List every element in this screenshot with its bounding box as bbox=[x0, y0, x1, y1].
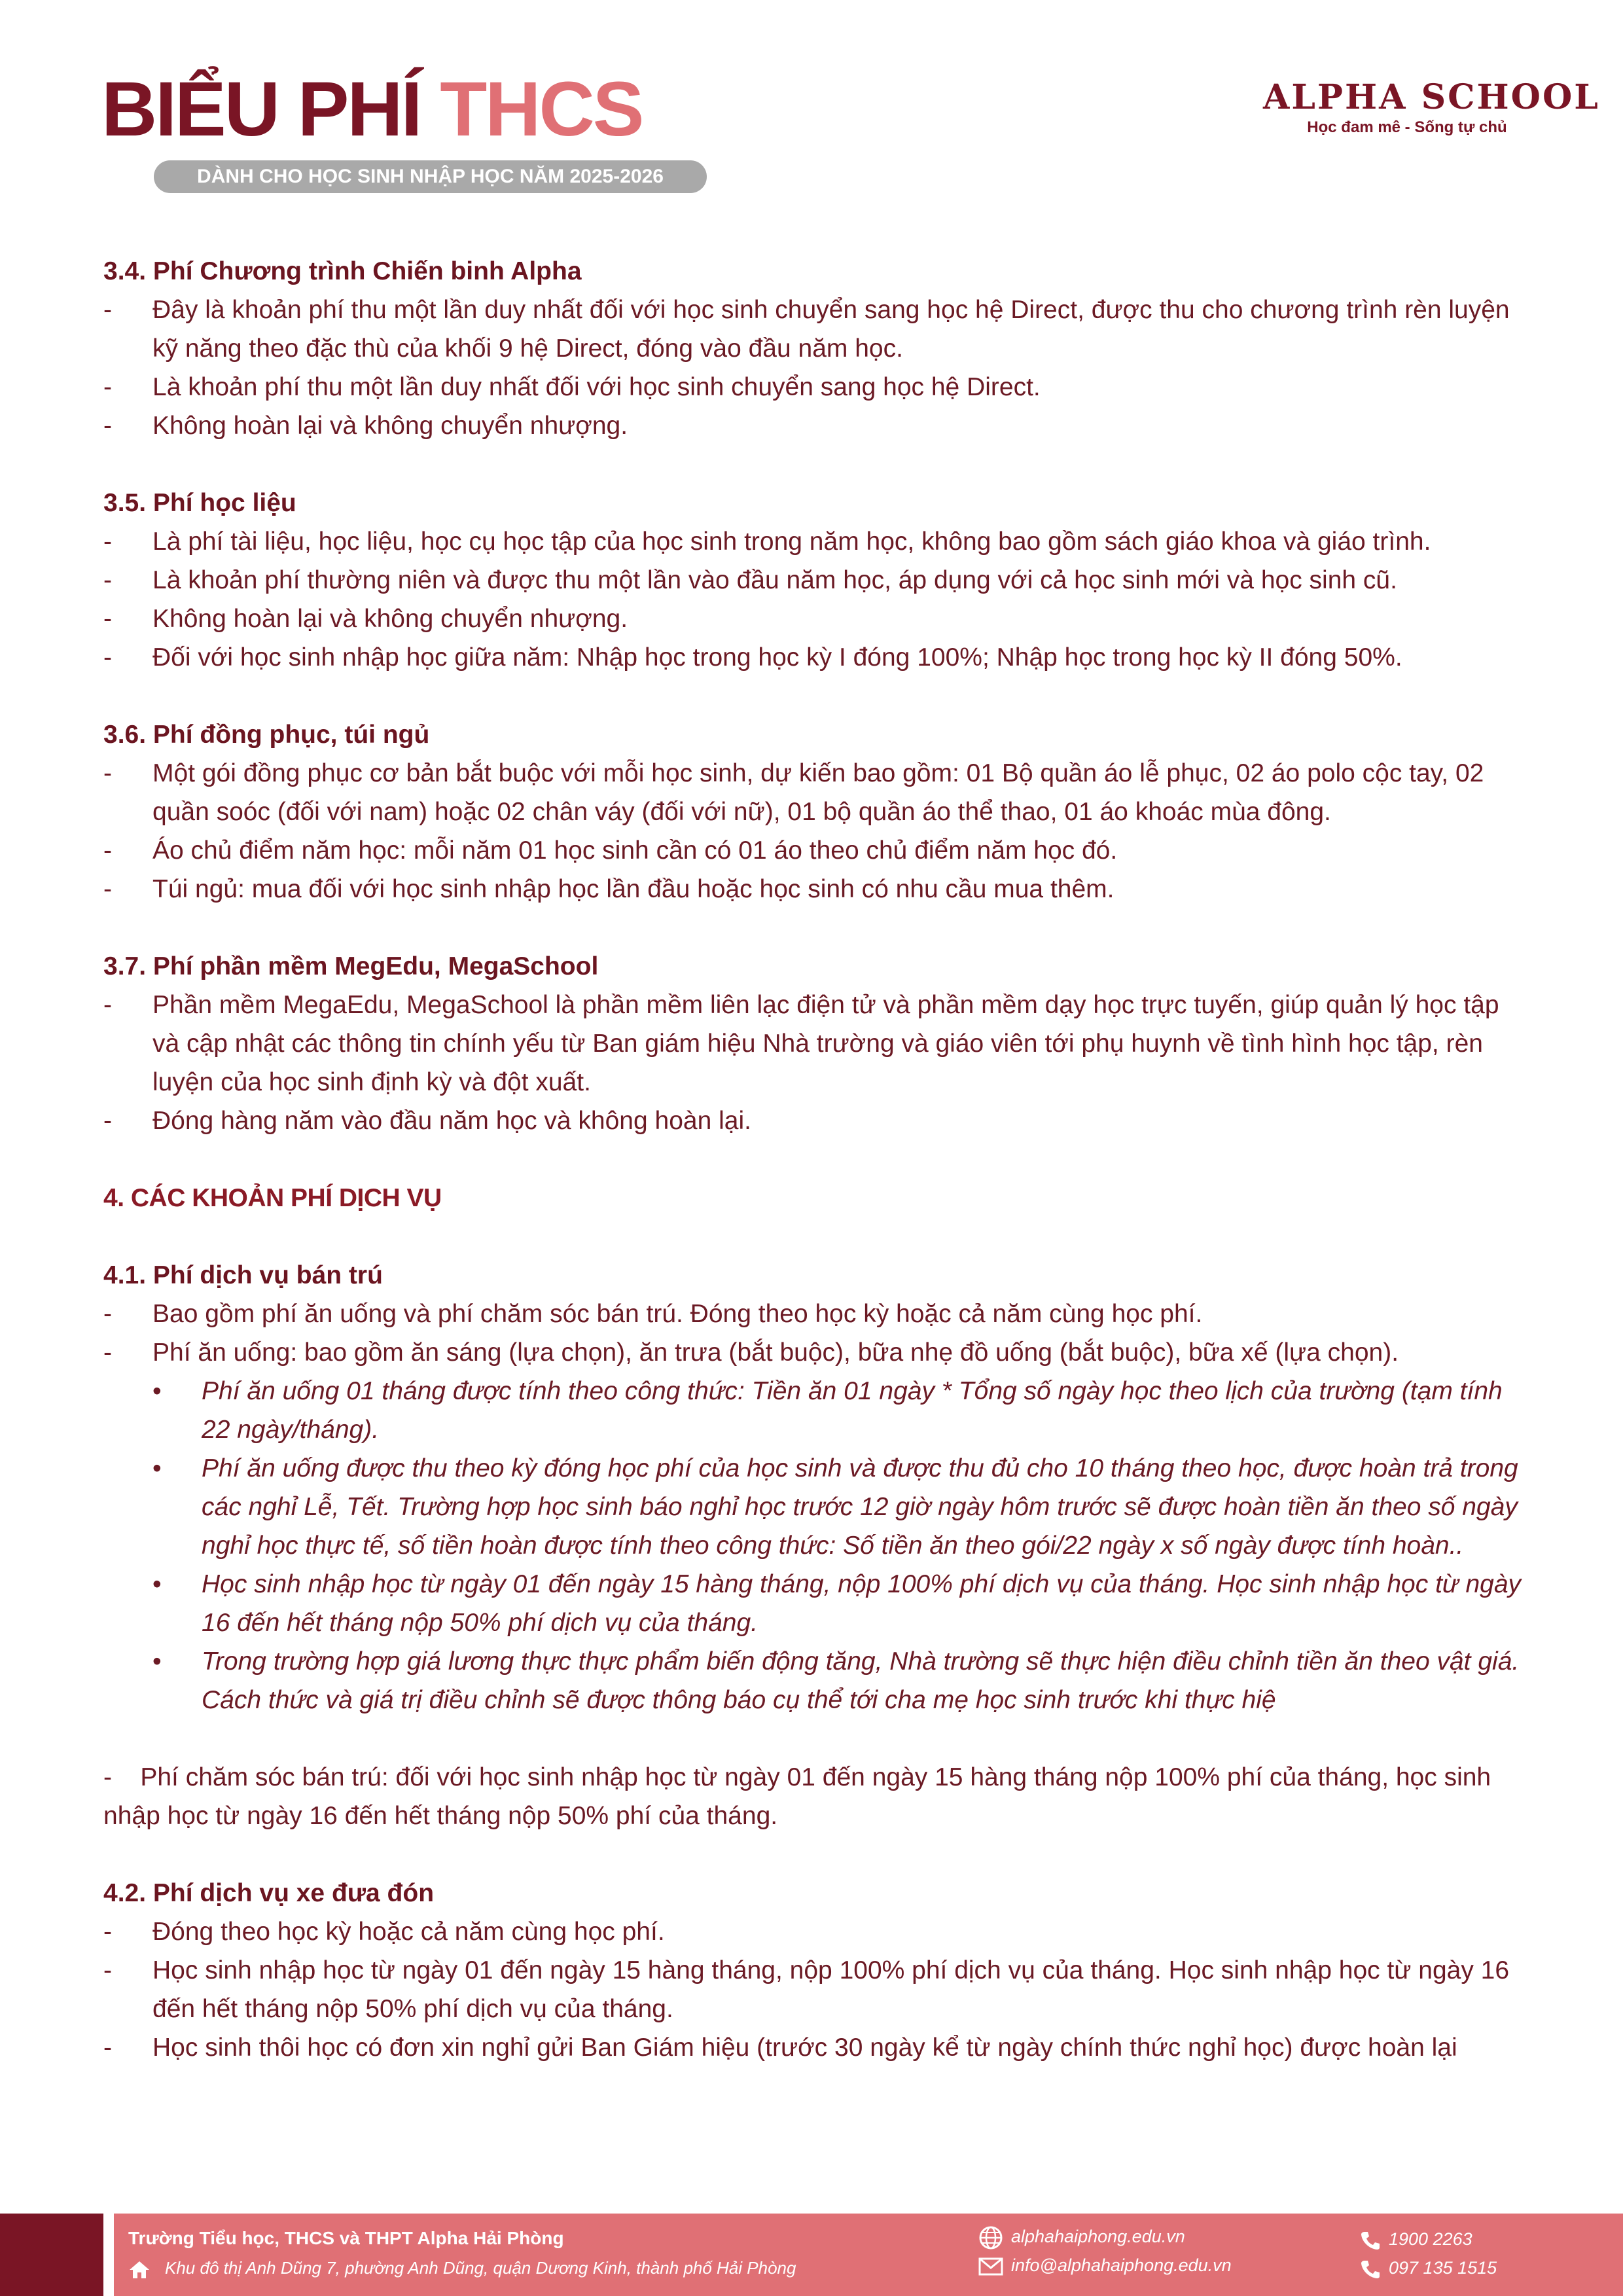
dash-marker: - bbox=[103, 759, 112, 787]
list-item-text: Đối với học sinh nhập học giữa năm: Nhập học trong học kỳ I đóng 100%; Nhập học trong học kỳ II đóng 50%. bbox=[152, 643, 1402, 672]
bullet-item-text: Phí ăn uống 01 tháng được tính theo công thức: Tiền ăn 01 ngày * Tổng số ngày học theo lịch của trường (tạm tính 22 ngày/tháng). bbox=[202, 1377, 1503, 1444]
dash-marker: - bbox=[103, 875, 112, 903]
section-heading-4-2: 4.2. Phí dịch vụ xe đưa đón bbox=[103, 1879, 435, 1907]
subtitle-pill: DÀNH CHO HỌC SINH NHẬP HỌC NĂM 2025-2026 bbox=[154, 160, 707, 193]
dash-marker: - bbox=[103, 566, 112, 594]
phone-icon bbox=[1360, 2258, 1389, 2278]
list-item bbox=[103, 600, 1524, 638]
spacer bbox=[103, 1217, 1524, 1256]
logo-tagline: Học đam mê - Sống tự chủ bbox=[1307, 118, 1507, 137]
dash-marker: - bbox=[103, 373, 112, 401]
footer-dark-block bbox=[0, 2214, 103, 2296]
title-part-2: THCS bbox=[440, 66, 643, 152]
list-item-text: Phí ăn uống: bao gồm ăn sáng (lựa chọn), ăn trưa (bắt buộc), bữa nhẹ đồ uống (bắt buộc), bữa xế (lựa chọn). bbox=[152, 1338, 1399, 1367]
title-part-1: BIỂU PHÍ bbox=[101, 66, 421, 152]
section-heading-4: 4. CÁC KHOẢN PHÍ DỊCH VỤ bbox=[103, 1184, 442, 1212]
dash-marker: - bbox=[103, 1107, 112, 1135]
list-item bbox=[103, 2028, 1524, 2067]
dash-marker: - bbox=[103, 1956, 112, 1984]
list-item-text: Là khoản phí thu một lần duy nhất đối với học sinh chuyển sang học hệ Direct. bbox=[152, 373, 1041, 401]
list-item bbox=[103, 1102, 1524, 1140]
section-heading-3-6: 3.6. Phí đồng phục, túi ngủ bbox=[103, 721, 430, 749]
list-item-text: Một gói đồng phục cơ bản bắt buộc với mỗi học sinh, dự kiến bao gồm: 01 Bộ quần áo lễ phục, 02 áo polo cộc tay, 02 quần soóc (đối với nam) hoặc 02 chân váy (đối với nữ), 01 bộ quần áo thể thao, 01 áo khoác mùa đông. bbox=[152, 759, 1484, 826]
list-item-text: Học sinh nhập học từ ngày 01 đến ngày 15 hàng tháng, nộp 100% phí dịch vụ của tháng. Học sinh nhập học từ ngày 16 đến hết tháng nộp 50% phí dịch vụ của tháng. bbox=[152, 1956, 1510, 2023]
footer-phone-1[interactable] bbox=[1360, 2229, 1472, 2251]
list-item-text: Không hoàn lại và không chuyển nhượng. bbox=[152, 412, 628, 440]
dash-marker: - bbox=[103, 296, 112, 324]
spacer bbox=[103, 908, 1524, 947]
dash-marker: - bbox=[103, 605, 112, 633]
list-item-text: Đây là khoản phí thu một lần duy nhất đối với học sinh chuyển sang học hệ Direct, được thu cho chương trình rèn luyện kỹ năng theo đặc thù của khối 9 hệ Direct, đóng vào đầu năm học. bbox=[152, 296, 1510, 363]
list-item-text: Học sinh thôi học có đơn xin nghỉ gửi Ban Giám hiệu (trước 30 ngày kể từ ngày chính thức nghỉ học) được hoàn lại bbox=[152, 2034, 1457, 2062]
section-heading-3-5: 3.5. Phí học liệu bbox=[103, 489, 296, 517]
footer-phone-2-text: 097 135 1515 bbox=[1389, 2258, 1497, 2278]
page-header bbox=[0, 0, 1623, 216]
page-title bbox=[101, 66, 643, 152]
care-fee-text: Phí chăm sóc bán trú: đối với học sinh nhập học từ ngày 01 đến ngày 15 hàng tháng nộp 100% phí của tháng, học sinh nhập học từ ngày 16 đến hết tháng nộp 50% phí của tháng. bbox=[103, 1763, 1491, 1830]
bullet-marker: • bbox=[152, 1570, 162, 1598]
list-item bbox=[103, 831, 1524, 870]
list-item bbox=[103, 986, 1524, 1102]
footer-address-text: Khu đô thị Anh Dũng 7, phường Anh Dũng, quận Dương Kinh, thành phố Hải Phòng bbox=[165, 2258, 796, 2278]
list-item-text: Áo chủ điểm năm học: mỗi năm 01 học sinh cần có 01 áo theo chủ điểm năm học đó. bbox=[152, 836, 1118, 865]
list-item bbox=[103, 1951, 1524, 2028]
list-item-text: Không hoàn lại và không chuyển nhượng. bbox=[152, 605, 628, 633]
bullet-marker: • bbox=[152, 1454, 162, 1482]
list-item bbox=[103, 1295, 1524, 1333]
footer-school-name: Trường Tiểu học, THCS và THPT Alpha Hải Phòng bbox=[128, 2228, 564, 2248]
spacer bbox=[103, 445, 1524, 484]
logo-name: ALPHA SCHOOL bbox=[1263, 77, 1600, 117]
dash-marker: - bbox=[103, 1763, 112, 1791]
footer-address bbox=[128, 2258, 796, 2280]
dash-marker: - bbox=[103, 1918, 112, 1946]
list-item-text: Phần mềm MegaEdu, MegaSchool là phần mềm liên lạc điện tử và phần mềm dạy học trực tuyến, giúp quản lý học tập và cập nhật các thông tin chính yếu từ Ban giám hiệu Nhà trường và giáo viên tới phụ huynh về tình hình học tập, rèn luyện của học sinh định kỳ và đột xuất. bbox=[152, 991, 1499, 1096]
list-item-text: Đóng theo học kỳ hoặc cả năm cùng học phí. bbox=[152, 1918, 665, 1946]
section-heading-3-4: 3.4. Phí Chương trình Chiến binh Alpha bbox=[103, 257, 582, 285]
footer-phone-2[interactable] bbox=[1360, 2258, 1497, 2280]
mail-icon bbox=[978, 2255, 1011, 2275]
list-item bbox=[103, 522, 1524, 561]
spacer bbox=[103, 1719, 1524, 1758]
home-icon bbox=[128, 2259, 158, 2280]
bullet-item bbox=[103, 1449, 1524, 1565]
list-item bbox=[103, 638, 1524, 677]
footer-email[interactable] bbox=[978, 2255, 1232, 2276]
spacer bbox=[103, 1140, 1524, 1179]
footer-website-text: alphahaiphong.edu.vn bbox=[1011, 2227, 1185, 2247]
dash-marker: - bbox=[103, 528, 112, 556]
globe-icon bbox=[978, 2227, 1011, 2246]
bullet-item bbox=[103, 1642, 1524, 1719]
bullet-marker: • bbox=[152, 1377, 162, 1405]
bullet-item-text: Trong trường hợp giá lương thực thực phẩm biến động tăng, Nhà trường sẽ thực hiện điều chỉnh tiền ăn theo vật giá. Cách thức và giá trị điều chỉnh sẽ được thông báo cụ thể tới cha mẹ học sinh trước khi thực hiệ bbox=[202, 1647, 1520, 1714]
document-body bbox=[103, 252, 1524, 2067]
dash-marker: - bbox=[103, 643, 112, 672]
section-heading-3-7: 3.7. Phí phần mềm MegEdu, MegaSchool bbox=[103, 952, 599, 980]
list-item bbox=[103, 870, 1524, 908]
list-item-text: Đóng hàng năm vào đầu năm học và không hoàn lại. bbox=[152, 1107, 751, 1135]
dash-marker: - bbox=[103, 836, 112, 865]
dash-marker: - bbox=[103, 1338, 112, 1367]
list-item bbox=[103, 561, 1524, 600]
list-item bbox=[103, 754, 1524, 831]
section-heading-4-1: 4.1. Phí dịch vụ bán trú bbox=[103, 1261, 383, 1289]
bullet-item bbox=[103, 1565, 1524, 1642]
spacer bbox=[103, 1835, 1524, 1874]
bullet-item bbox=[103, 1372, 1524, 1449]
care-fee-paragraph bbox=[103, 1758, 1524, 1835]
bullet-item-text: Học sinh nhập học từ ngày 01 đến ngày 15 hàng tháng, nộp 100% phí dịch vụ của tháng. Học sinh nhập học từ ngày 16 đến hết tháng nộp 50% phí dịch vụ của tháng. bbox=[202, 1570, 1522, 1637]
phone-icon bbox=[1360, 2229, 1389, 2249]
list-item-text: Là phí tài liệu, học liệu, học cụ học tập của học sinh trong năm học, không bao gồm sách giáo khoa và giáo trình. bbox=[152, 528, 1431, 556]
list-item bbox=[103, 406, 1524, 445]
footer-separator bbox=[103, 2214, 114, 2296]
page-footer bbox=[0, 2214, 1623, 2296]
list-item-text: Túi ngủ: mua đối với học sinh nhập học lần đầu hoặc học sinh có nhu cầu mua thêm. bbox=[152, 875, 1115, 903]
spacer bbox=[103, 677, 1524, 715]
footer-email-text: info@alphahaiphong.edu.vn bbox=[1011, 2255, 1232, 2275]
bullet-item-text: Phí ăn uống được thu theo kỳ đóng học phí của học sinh và được thu đủ cho 10 tháng theo học, được hoàn trả trong các nghỉ Lễ, Tết. Trường hợp học sinh báo nghỉ học trước 12 giờ ngày hôm trước sẽ được hoàn tiền ăn theo số ngày nghỉ học thực tế, số tiền hoàn được tính theo công thức: Số tiền ăn theo gói/22 ngày x số ngày được tính hoàn.. bbox=[202, 1454, 1518, 1560]
list-item-text: Là khoản phí thường niên và được thu một lần vào đầu năm học, áp dụng với cả học sinh mới và học sinh cũ. bbox=[152, 566, 1397, 594]
list-item bbox=[103, 291, 1524, 368]
dash-marker: - bbox=[103, 2034, 112, 2062]
footer-phone-1-text: 1900 2263 bbox=[1389, 2229, 1472, 2249]
list-item bbox=[103, 368, 1524, 406]
dash-marker: - bbox=[103, 1300, 112, 1328]
school-logo bbox=[1263, 77, 1600, 137]
dash-marker: - bbox=[103, 412, 112, 440]
footer-website[interactable] bbox=[978, 2225, 1185, 2250]
dash-marker: - bbox=[103, 991, 112, 1019]
list-item bbox=[103, 1912, 1524, 1951]
list-item-text: Bao gồm phí ăn uống và phí chăm sóc bán trú. Đóng theo học kỳ hoặc cả năm cùng học phí. bbox=[152, 1300, 1203, 1328]
list-item bbox=[103, 1333, 1524, 1372]
bullet-marker: • bbox=[152, 1647, 162, 1676]
